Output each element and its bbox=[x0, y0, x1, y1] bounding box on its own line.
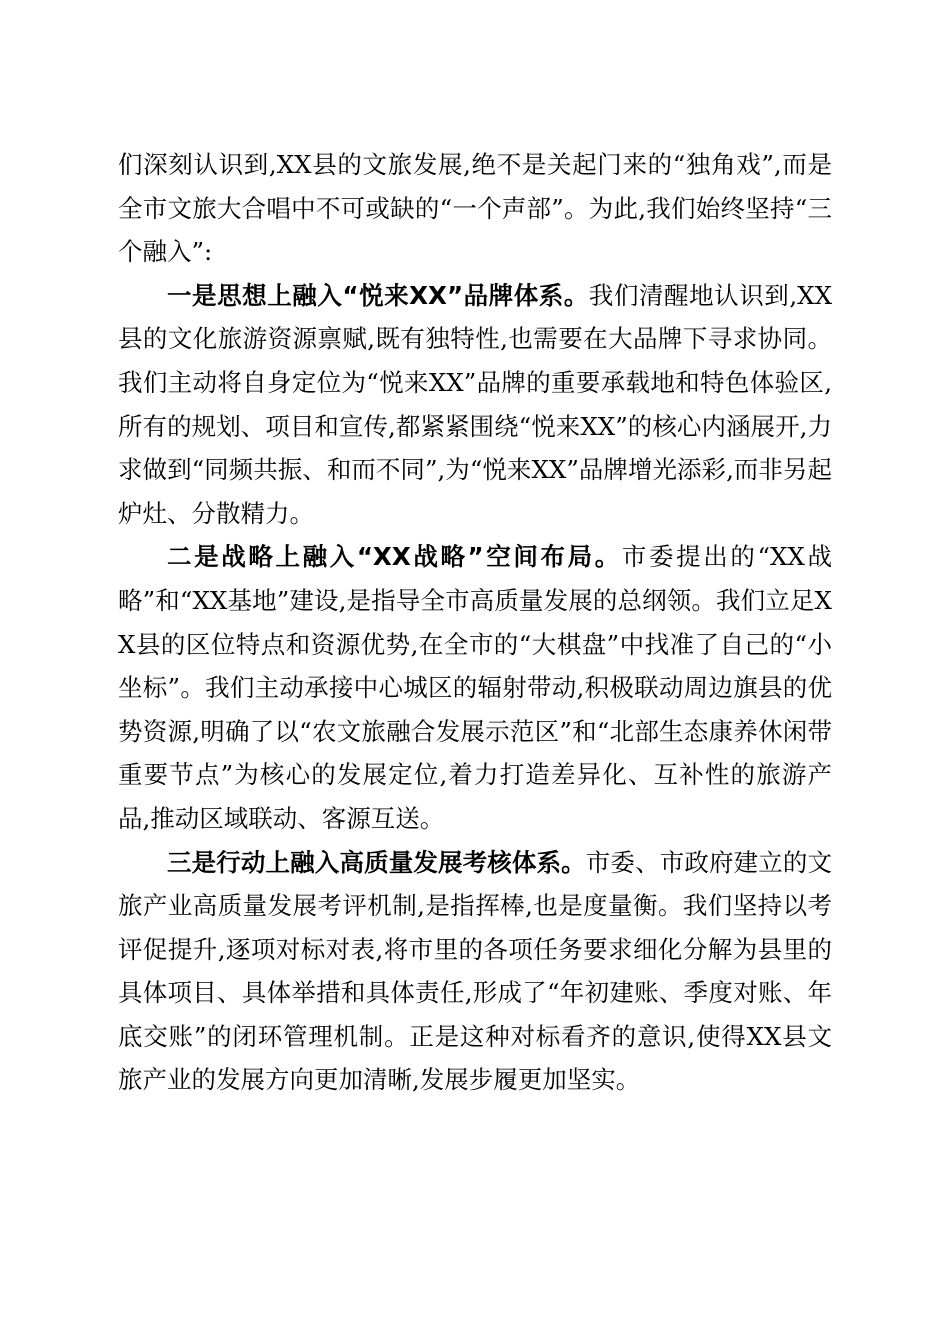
document-body bbox=[118, 143, 832, 1102]
paragraph-brand-integration bbox=[118, 274, 832, 536]
paragraph-text: 们深刻认识到,XX县的文旅发展,绝不是关起门来的“独角戏”,而是全市文旅大合唱中不可或缺的“一个声部”。为此,我们始终坚持“三个融入”: bbox=[118, 150, 832, 267]
paragraph-strategy-integration bbox=[118, 535, 832, 840]
paragraph-text: 市委、市政府建立的文旅产业高质量发展考评机制,是指挥棒,也是度量衡。我们坚持以考评促提升,逐项对标对表,将市里的各项任务要求细化分解为县里的具体项目、具体举措和具体责任,形成了“年初建账、季度对账、年底交账”的闭环管理机制。正是这种对标看齐的意识,使得XX县文旅产业的发展方向更加清晰,发展步履更加坚实。 bbox=[118, 847, 833, 1095]
paragraph-lead-heading: 二是战略上融入“XX战略”空间布局。 bbox=[167, 542, 622, 572]
paragraph-lead-heading: 三是行动上融入高质量发展考核体系。 bbox=[167, 847, 586, 877]
paragraph-text: 市委提出的“XX战略”和“XX基地”建设,是指导全市高质量发展的总纲领。我们立足XX县的区位特点和资源优势,在全市的“大棋盘”中找准了自己的“小坐标”。我们主动承接中心城区的辐射带动,积极联动周边旗县的优势资源,明确了以“农文旅融合发展示范区”和“北部生态康养休闲带重要节点”为核心的发展定位,着力打造差异化、互补性的旅游产品,推动区域联动、客源互送。 bbox=[118, 542, 832, 833]
paragraph-lead-heading: 一是思想上融入“悦来XX”品牌体系。 bbox=[167, 280, 589, 310]
paragraph-assessment-integration bbox=[118, 841, 832, 1103]
paragraph-text: 我们清醒地认识到,XX县的文化旅游资源禀赋,既有独特性,也需要在大品牌下寻求协同。我们主动将自身定位为“悦来XX”品牌的重要承载地和特色体验区,所有的规划、项目和宣传,都紧紧围绕“悦来XX”的核心内涵展开,力求做到“同频共振、和而不同”,为“悦来XX”品牌增光添彩,而非另起炉灶、分散精力。 bbox=[118, 280, 833, 528]
paragraph-continuation bbox=[118, 143, 832, 274]
